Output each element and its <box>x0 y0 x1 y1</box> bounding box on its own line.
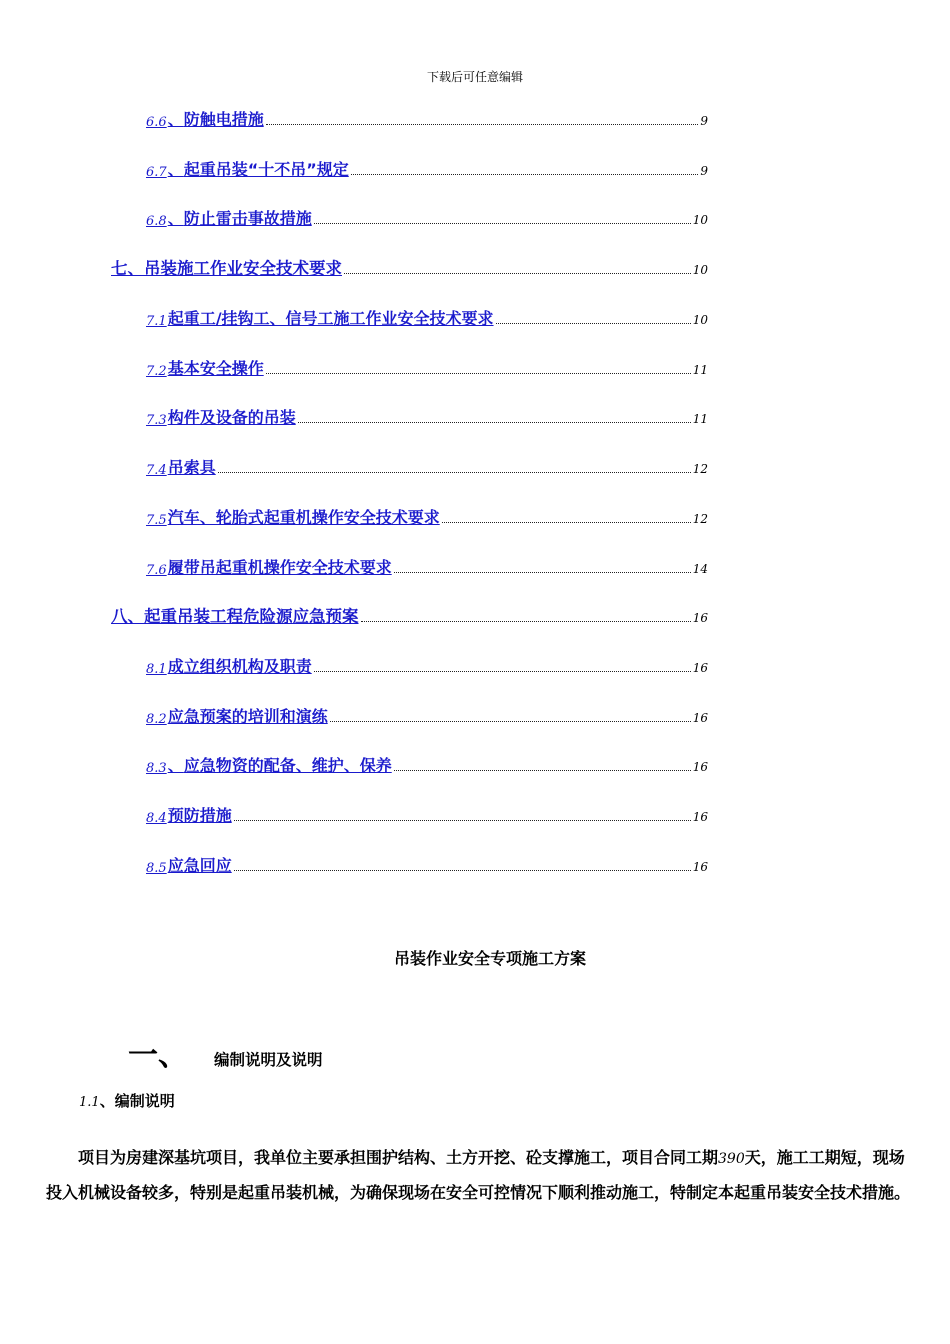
toc-leader <box>234 869 691 871</box>
subsection-number: 1.1 <box>79 1095 100 1110</box>
toc-number: 8.5 <box>146 861 167 876</box>
toc-leader <box>330 720 691 722</box>
toc-page: 16 <box>692 611 708 625</box>
toc-title: 起重工/挂钩工、信号工施工作业安全技术要求 <box>167 309 494 328</box>
document-title: 吊装作业安全专项施工方案 <box>393 949 586 968</box>
toc-entry-6-8[interactable] <box>146 207 708 229</box>
toc-page: 16 <box>692 810 708 824</box>
toc-entry-7-4[interactable] <box>146 456 708 478</box>
toc-page: 10 <box>692 313 708 327</box>
toc-number: 7.3 <box>146 413 167 428</box>
section-marker: 一、 <box>128 1038 188 1073</box>
body-paragraph <box>46 1141 912 1210</box>
toc-sep: 、 <box>167 110 184 129</box>
paragraph-text-2: 天，施工工期短，现场投入机械设备较多，特别是起重吊装机械，为确保现场在安全可控情况下顺利推动施工，特制定本起重吊装安全技术措施。 <box>46 1148 911 1202</box>
toc-title: 七、吊装施工作业安全技术要求 <box>111 259 342 278</box>
toc-title: 预防措施 <box>167 806 232 825</box>
section-heading <box>128 1030 323 1074</box>
toc-leader <box>394 571 691 573</box>
subsection-title: 、编制说明 <box>99 1092 175 1110</box>
toc-leader <box>361 620 691 622</box>
toc-entry-7-5[interactable] <box>146 506 708 528</box>
toc-leader <box>351 173 699 175</box>
toc-leader <box>496 322 691 324</box>
toc-page: 16 <box>692 860 708 874</box>
toc-entry-8-2[interactable] <box>146 705 708 727</box>
toc-leader <box>218 471 691 473</box>
toc-number: 7.5 <box>146 513 167 528</box>
toc-title: 应急预案的培训和演练 <box>167 707 328 726</box>
toc-entry-chapter-7[interactable] <box>111 257 708 279</box>
toc-number: 8.1 <box>146 662 167 677</box>
toc-page: 9 <box>700 114 708 128</box>
toc-entry-6-7[interactable] <box>146 158 708 180</box>
toc-title: 八、起重吊装工程危险源应急预案 <box>111 607 359 626</box>
toc-leader <box>394 769 691 771</box>
toc-number: 8.2 <box>146 712 167 727</box>
toc-number: 7.2 <box>146 364 167 379</box>
toc-title: 履带吊起重机操作安全技术要求 <box>167 558 392 577</box>
toc-sep: 、 <box>167 209 184 228</box>
toc-title: 应急回应 <box>167 856 232 875</box>
toc-page: 16 <box>692 661 708 675</box>
toc-entry-8-5[interactable] <box>146 854 708 876</box>
toc-entry-8-3[interactable] <box>146 754 708 776</box>
toc-entry-chapter-8[interactable] <box>111 605 708 627</box>
toc-entry-6-6[interactable] <box>146 108 708 130</box>
toc-title: 起重吊装“十不吊”规定 <box>183 160 349 179</box>
toc-leader <box>314 222 691 224</box>
toc-leader <box>266 372 691 374</box>
toc-page: 12 <box>692 462 708 476</box>
toc-page: 10 <box>692 263 708 277</box>
toc-title: 吊索具 <box>167 458 216 477</box>
subsection-heading <box>79 1090 175 1111</box>
toc-page: 11 <box>692 363 708 377</box>
toc-entry-7-1[interactable] <box>146 307 708 329</box>
toc-page: 11 <box>692 412 708 426</box>
toc-leader <box>266 123 699 125</box>
toc-title: 应急物资的配备、维护、保养 <box>183 756 392 775</box>
toc-number: 8.3 <box>146 761 167 776</box>
toc-number: 8.4 <box>146 811 167 826</box>
toc-title: 汽车、轮胎式起重机操作安全技术要求 <box>167 508 440 527</box>
toc-title: 防触电措施 <box>183 110 264 129</box>
toc-entry-7-6[interactable] <box>146 556 708 578</box>
toc-number: 7.1 <box>146 314 167 329</box>
toc-entry-8-1[interactable] <box>146 655 708 677</box>
toc-entry-7-2[interactable] <box>146 357 708 379</box>
toc-page: 14 <box>692 562 708 576</box>
toc-leader <box>314 670 691 672</box>
toc-sep: 、 <box>167 756 184 775</box>
toc-title: 防止雷击事故措施 <box>183 209 312 228</box>
toc-leader <box>234 819 691 821</box>
toc-entry-8-4[interactable] <box>146 804 708 826</box>
toc-leader <box>344 272 691 274</box>
toc-page: 9 <box>700 164 708 178</box>
toc-page: 10 <box>692 213 708 227</box>
toc-leader <box>298 421 691 423</box>
toc-leader <box>442 521 691 523</box>
toc-page: 12 <box>692 512 708 526</box>
toc-page: 16 <box>692 760 708 774</box>
toc-number: 6.8 <box>146 214 167 229</box>
section-title: 编制说明及说明 <box>214 1051 323 1069</box>
toc-entry-7-3[interactable] <box>146 406 708 428</box>
toc-number: 7.4 <box>146 463 167 478</box>
header-note: 下载后可任意编辑 <box>426 70 523 84</box>
toc-sep: 、 <box>167 160 184 179</box>
toc-title: 成立组织机构及职责 <box>167 657 312 676</box>
toc-number: 6.6 <box>146 115 167 130</box>
toc-title: 构件及设备的吊装 <box>167 408 296 427</box>
paragraph-text-1: 项目为房建深基坑项目，我单位主要承担围护结构、土方开挖、砼支撑施工，项目合同工期 <box>78 1148 719 1167</box>
paragraph-days: 390 <box>718 1151 745 1167</box>
toc-page: 16 <box>692 711 708 725</box>
toc-number: 7.6 <box>146 563 167 578</box>
toc-number: 6.7 <box>146 165 167 180</box>
toc-title: 基本安全操作 <box>167 359 264 378</box>
